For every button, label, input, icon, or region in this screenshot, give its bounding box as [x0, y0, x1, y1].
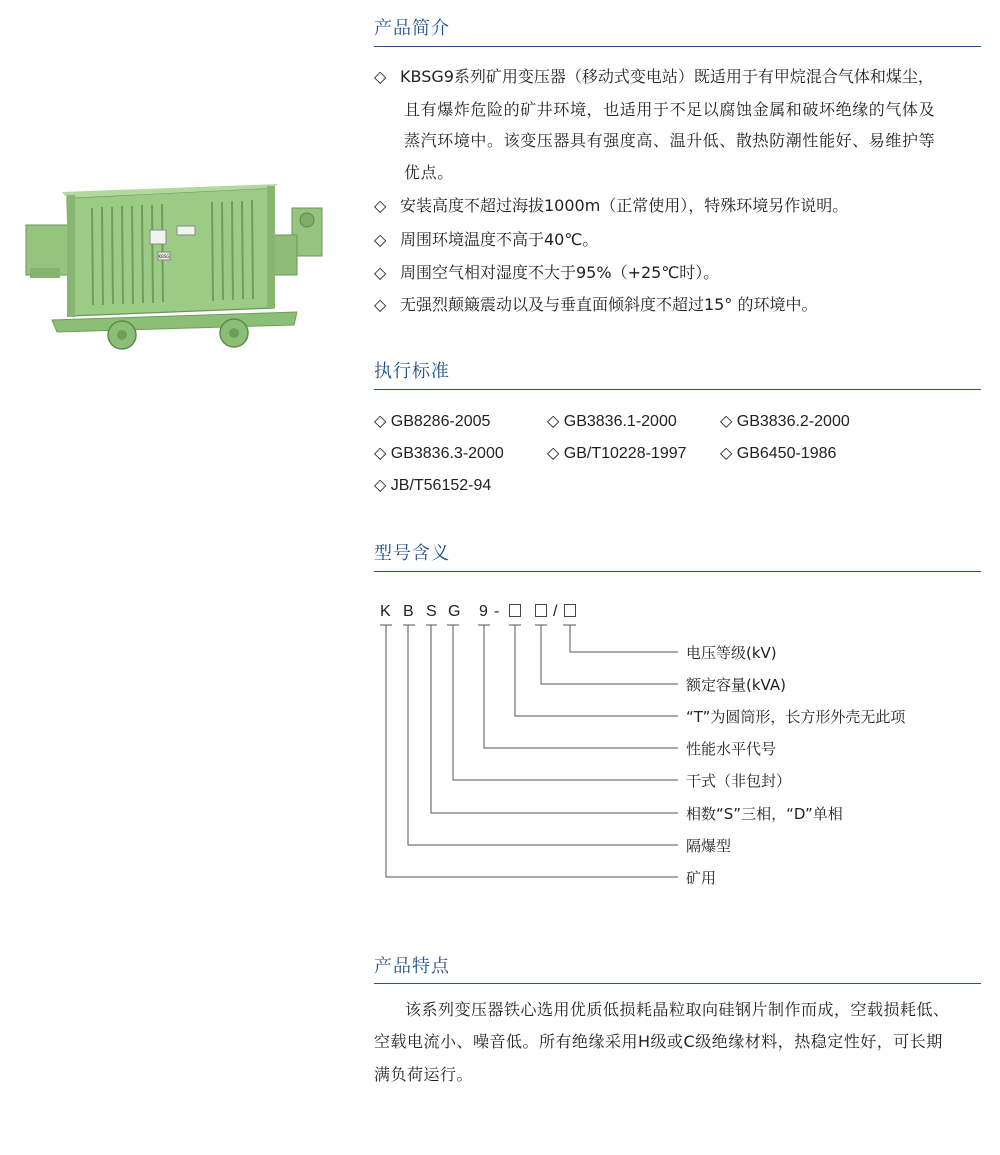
model-label-voltage: 电压等级(kV) [686, 644, 777, 662]
features-paragraph-line: 满负荷运行。 [374, 1065, 474, 1084]
model-code-letter: G [448, 603, 461, 620]
section-divider [374, 983, 981, 984]
section-heading-intro: 产品简介 [374, 18, 450, 39]
model-label-shape: “T”为圆筒形，长方形外壳无此项 [686, 708, 906, 726]
model-code-dash: - [494, 603, 500, 620]
intro-bullet-5: ◇ 无强烈颠簸震动以及与垂直面倾斜度不超过15° 的环境中。 [374, 295, 818, 314]
standard-item: ◇ GB6450-1986 [720, 445, 837, 462]
model-code-slash: / [553, 603, 558, 620]
intro-bullet-1-cont: 优点。 [404, 163, 454, 182]
model-code-letter: S [426, 603, 437, 620]
model-code-letter: 9 [479, 603, 488, 620]
features-paragraph-line: 该系列变压器铁心选用优质低损耗晶粒取向硅钢片制作而成，空载损耗低、 [405, 1000, 950, 1019]
standard-item: ◇ GB8286-2005 [374, 413, 491, 430]
standard-item: ◇ GB3836.2-2000 [720, 413, 850, 430]
standard-item: ◇ JB/T56152-94 [374, 477, 492, 494]
standard-item: ◇ GB3836.3-2000 [374, 445, 504, 462]
intro-bullet-3: ◇ 周围环境温度不高于40℃。 [374, 230, 599, 249]
intro-bullet-2: ◇ 安装高度不超过海拔1000m（正常使用），特殊环境另作说明。 [374, 196, 849, 215]
model-label-mining: 矿用 [686, 869, 717, 887]
intro-bullet-1-cont: 蒸汽环境中。该变压器具有强度高、温升低、散热防潮性能好、易维护等 [404, 131, 936, 150]
intro-bullet-4: ◇ 周围空气相对湿度不大于95%（+25℃时）。 [374, 263, 720, 282]
model-code-letter: K [380, 603, 391, 620]
model-label-explosion-proof: 隔爆型 [686, 837, 732, 855]
intro-bullet-1-cont: 且有爆炸危险的矿井环境，也适用于不足以腐蚀金属和破坏绝缘的气体及 [404, 100, 936, 119]
model-label-capacity: 额定容量(kVA) [686, 676, 786, 694]
standard-item: ◇ GB3836.1-2000 [547, 413, 677, 430]
model-label-performance: 性能水平代号 [686, 740, 777, 758]
section-heading-model: 型号含义 [374, 543, 450, 564]
intro-bullet-1: ◇ KBSG9系列矿用变压器（移动式变电站）既适用于有甲烷混合气体和煤尘， [374, 67, 934, 86]
section-heading-standards: 执行标准 [374, 361, 450, 382]
model-code-letter: B [403, 603, 414, 620]
section-heading-features: 产品特点 [374, 956, 450, 977]
features-paragraph-line: 空载电流小、噪音低。所有绝缘采用H级或C级绝缘材料，热稳定性好，可长期 [374, 1032, 943, 1051]
model-label-dry-type: 干式（非包封） [686, 772, 792, 790]
svg-text:KBSG: KBSG [158, 254, 170, 259]
standard-item: ◇ GB/T10228-1997 [547, 445, 687, 462]
model-label-phase: 相数“S”三相，“D”单相 [686, 805, 843, 823]
